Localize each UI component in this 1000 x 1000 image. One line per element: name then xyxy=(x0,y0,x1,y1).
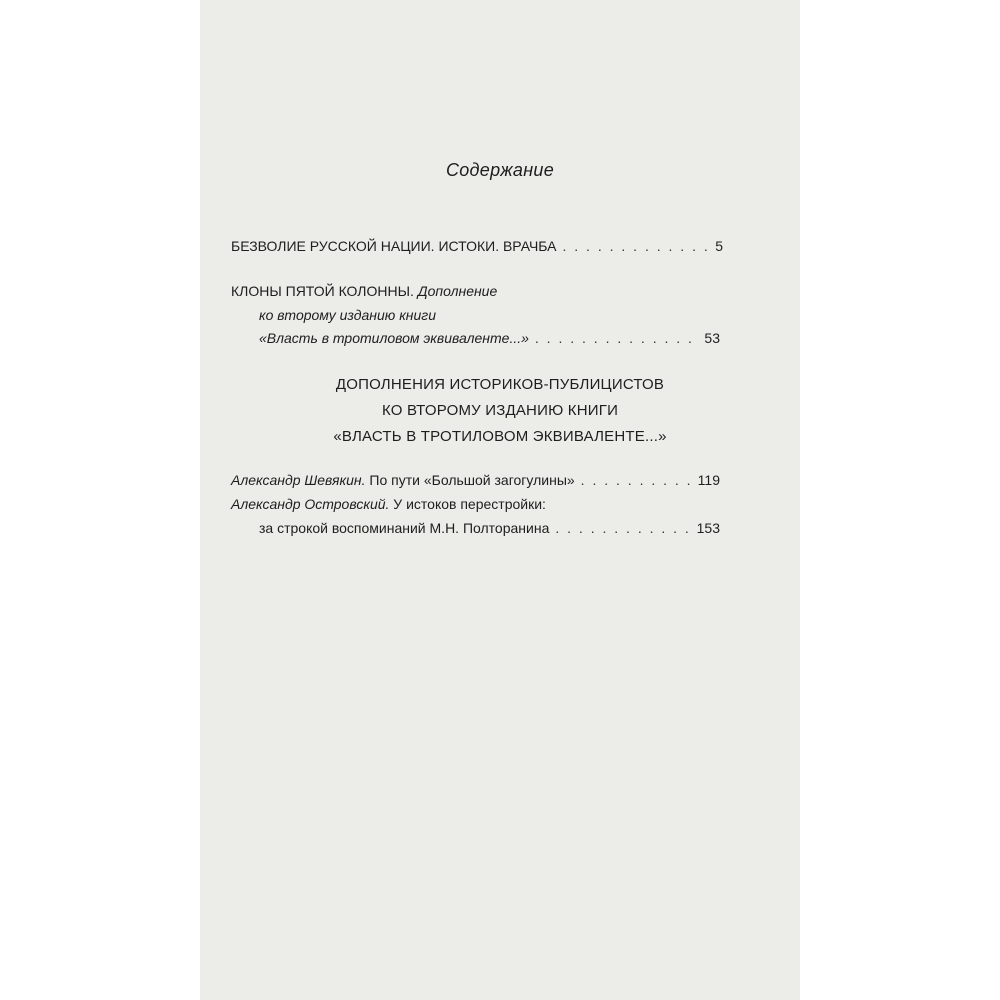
toc-entry-1 xyxy=(231,238,723,254)
toc-entry-4-title-text: У истоков перестройки: xyxy=(389,496,546,512)
toc-entry-2-title-italic: Дополнение xyxy=(417,283,498,299)
toc-entry-2-line2: ко второму изданию книги xyxy=(259,307,436,323)
book-page xyxy=(200,0,800,1000)
toc-entry-3-title: По пути «Большой загогулины» xyxy=(365,472,575,488)
toc-entry-4-last-line xyxy=(259,520,720,536)
toc-entry-3 xyxy=(231,472,720,488)
toc-entry-3-page: 119 xyxy=(697,472,720,488)
section-heading-line1: ДОПОЛНЕНИЯ ИСТОРИКОВ-ПУБЛИЦИСТОВ xyxy=(335,376,665,393)
leader-dots xyxy=(581,472,692,488)
toc-entry-4-line2: за строкой воспоминаний М.Н. Полторанина xyxy=(259,520,550,536)
toc-entry-4-page: 153 xyxy=(696,520,720,536)
toc-title: Содержание xyxy=(445,160,555,180)
toc-entry-3-text xyxy=(231,472,575,488)
section-heading-line3: «ВЛАСТЬ В ТРОТИЛОВОМ ЭКВИВАЛЕНТЕ...» xyxy=(333,428,667,445)
toc-entry-2-title xyxy=(231,283,497,299)
toc-entry-2-title-upper: КЛОНЫ ПЯТОЙ КОЛОННЫ. xyxy=(231,283,418,299)
leader-dots xyxy=(535,330,699,346)
toc-entry-1-page: 5 xyxy=(715,238,723,254)
toc-entry-3-author: Александр Шевякин. xyxy=(231,472,366,488)
leader-dots xyxy=(555,520,690,536)
toc-entry-4-title xyxy=(231,496,546,512)
leader-dots xyxy=(563,238,710,254)
toc-entry-4-author: Александр Островский. xyxy=(231,496,390,512)
section-heading-line2: КО ВТОРОМУ ИЗДАНИЮ КНИГИ xyxy=(381,402,619,419)
toc-entry-2-page: 53 xyxy=(704,330,720,346)
toc-entry-2-line3: «Власть в тротиловом эквиваленте...» xyxy=(259,330,529,346)
toc-entry-2-last-line xyxy=(259,330,720,346)
toc-entry-1-text: БЕЗВОЛИЕ РУССКОЙ НАЦИИ. ИСТОКИ. ВРАЧБА xyxy=(231,238,557,254)
